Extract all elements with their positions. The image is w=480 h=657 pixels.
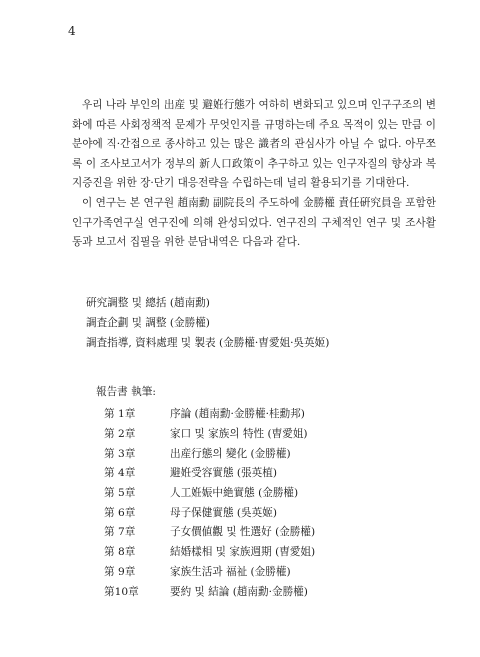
chapter-row: [104, 404, 444, 424]
chapter-title: 家口 및 家族의 特性 (曺愛姐): [170, 428, 308, 441]
chapter-number: 第 2章: [104, 428, 136, 441]
chapter-number: 第 8章: [104, 546, 136, 559]
chapter-title: 母子保健實態 (吳英姬): [170, 506, 277, 519]
chapter-title: 出産行態의 變化 (金勝權): [170, 447, 291, 460]
chapter-row: [104, 483, 444, 503]
chapter-number: 第 3章: [104, 447, 136, 460]
body-text: [72, 96, 436, 253]
chapter-row: [104, 522, 444, 542]
chapter-title: 要約 및 結論 (趙南勳·金勝權): [170, 585, 308, 598]
chapter-title: 序論 (趙南勳·金勝權·桂勳邦): [170, 408, 305, 421]
chapter-title: 家族生活과 福祉 (金勝權): [170, 565, 291, 578]
chapter-title: 人工姙娠中絶實態 (金勝權): [170, 487, 299, 500]
chapter-number: 第 6章: [104, 506, 136, 519]
chapter-row: [104, 542, 444, 562]
chapter-number: 第 4章: [104, 467, 136, 480]
chapter-number: 第 1章: [104, 408, 136, 421]
role-item: 調査企劃 및 調整 (金勝權): [86, 316, 210, 329]
paragraph-research-team: 이 연구는 본 연구원 趙南勳 副院長의 주도하에 金勝權 責任硏究員을 포함한 인구가족연구실 연구진에 의해 완성되었다. 연구진의 구체적인 연구 및 조사활동과 보고서 집필을 위한 분담내역은 다음과 같다.: [72, 196, 436, 249]
chapter-row: [104, 581, 444, 601]
chapter-number: 第 7章: [104, 526, 136, 539]
page-number: 4: [68, 24, 76, 38]
chapter-number: 第 5章: [104, 487, 136, 500]
paragraph-intro: 우리 나라 부인의 出産 및 避姙行態가 여하히 변화되고 있으며 인구구조의 변화에 따른 사회정책적 문제가 무엇인지를 규명하는데 주요 목적이 있는 만큼 이 분야에 직·간접으로 종사하고 있는 많은 識者의 관심사가 아닐 수 없다. 아무쪼록 이 조사보고서가 정부의 新人口政策이 추구하고 있는 인구자질의 향상과 복지증진을 위한 장·단기 대응전략을 수립하는데 널리 활용되기를 기대한다.: [72, 99, 436, 190]
role-item: 調査指導, 資料處理 및 製表 (金勝權·曺愛姐·吳英姬): [86, 336, 330, 349]
chapter-title: 結婚樣相 및 家族週期 (曺愛姐): [170, 546, 316, 559]
chapter-row: [104, 424, 444, 444]
chapter-number: 第 9章: [104, 565, 136, 578]
role-item: 硏究調整 및 總括 (趙南勳): [86, 297, 210, 309]
chapter-row: [104, 463, 444, 483]
chapters-heading: 報告書 執筆:: [96, 386, 156, 398]
role-list: [86, 294, 446, 353]
chapter-row: [104, 443, 444, 463]
chapter-number: 第10章: [104, 585, 139, 598]
chapter-list: [104, 404, 444, 601]
chapter-row: [104, 562, 444, 582]
chapter-row: [104, 502, 444, 522]
chapter-title: 子女價値觀 및 性選好 (金勝權): [170, 526, 316, 539]
chapter-title: 避姙受容實態 (張英植): [170, 467, 277, 480]
